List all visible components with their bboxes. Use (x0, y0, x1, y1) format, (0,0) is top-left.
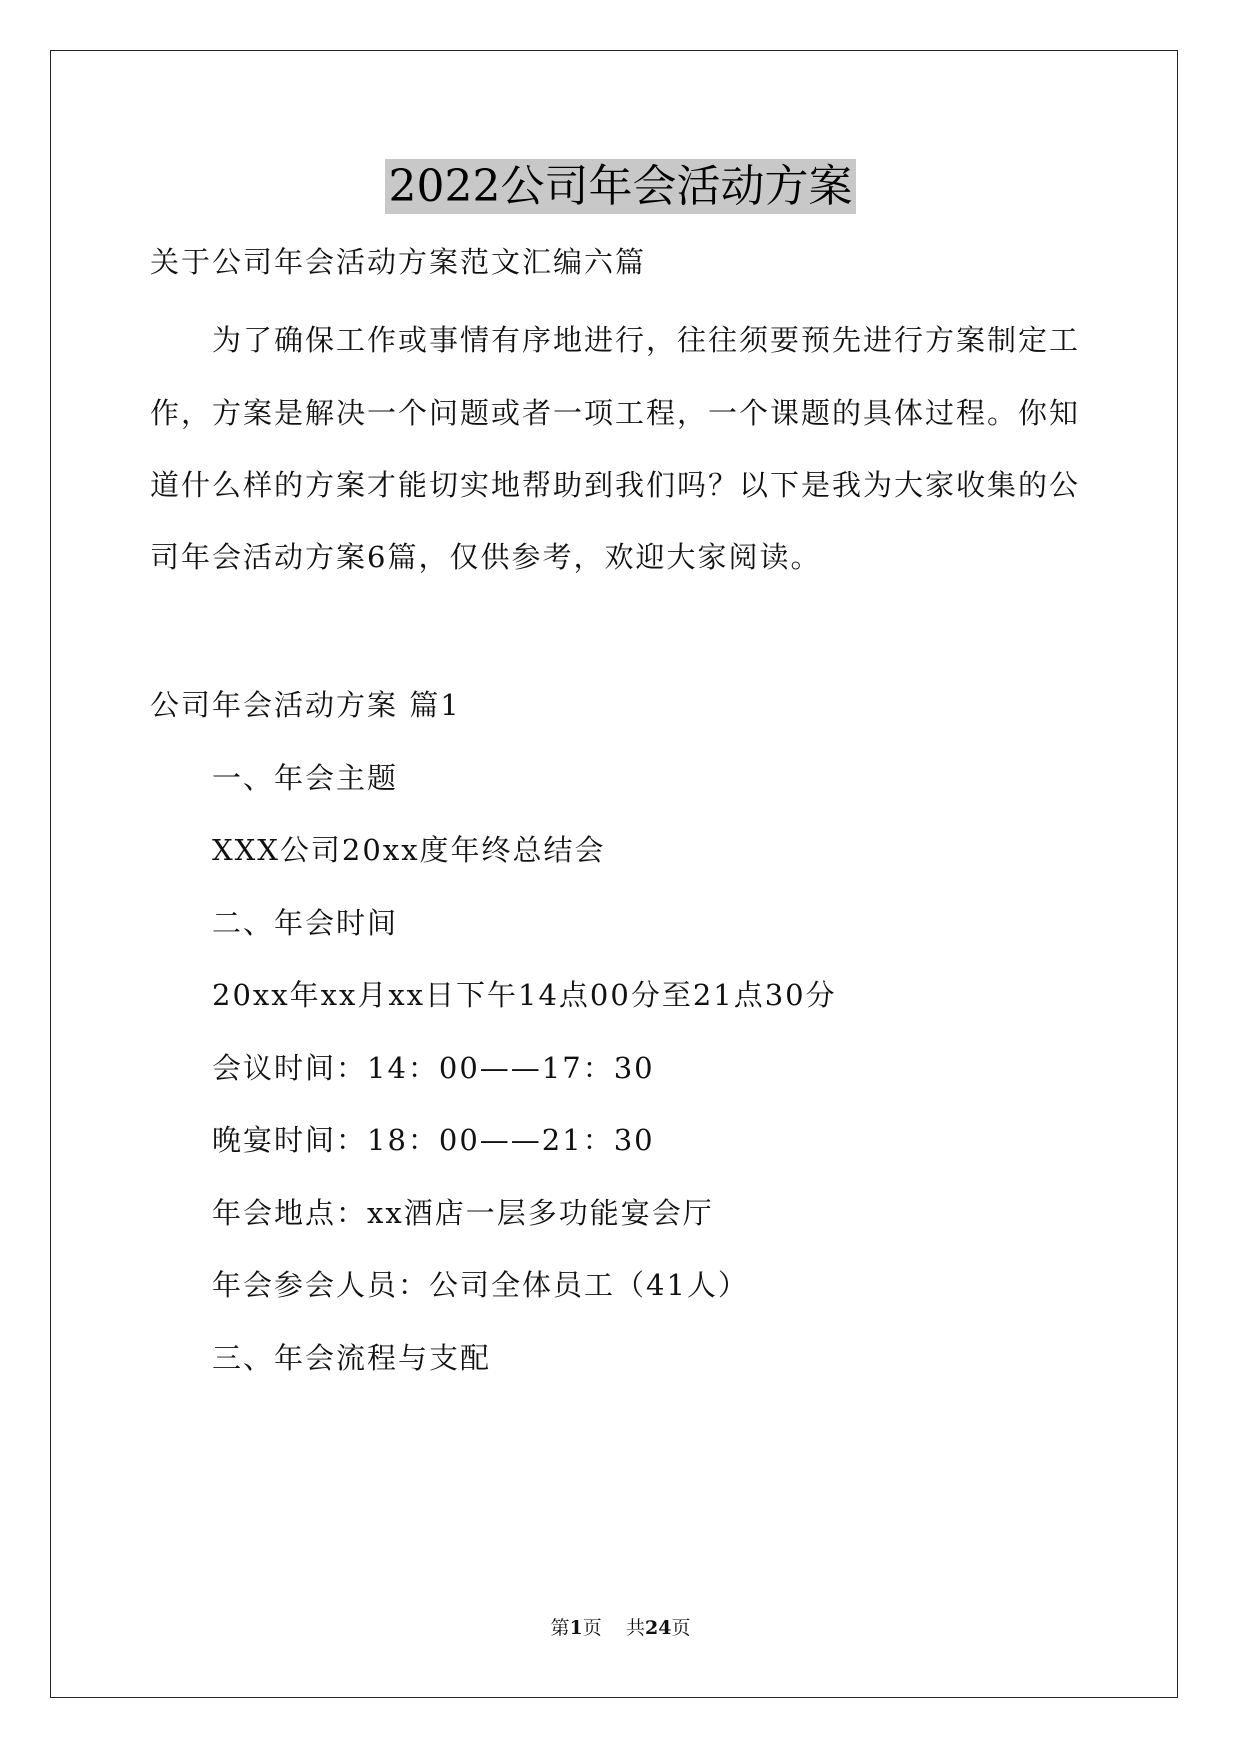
intro-line: 作，方案是解决一个问题或者一项工程，一个课题的具体过程。你知 (150, 396, 1081, 430)
footer-page-number: 1 (569, 1617, 583, 1639)
item-heading-time: 二、年会时间 (212, 906, 399, 940)
document-title (0, 150, 1241, 214)
intro-line: 为了确保工作或事情有序地进行，往往须要预先进行方案制定工 (212, 323, 1081, 357)
page-footer (0, 1613, 1241, 1640)
footer-page-suffix: 页 (582, 1617, 602, 1639)
item-heading-theme: 一、年会主题 (212, 761, 399, 795)
item-text: 年会地点：xx酒店一层多功能宴会厅 (212, 1196, 714, 1230)
footer-total-pages: 24 (644, 1617, 672, 1639)
section-heading: 公司年会活动方案 篇1 (150, 688, 461, 722)
item-text: XXX公司20xx度年终总结会 (212, 833, 606, 867)
item-text: 年会参会人员：公司全体员工（41人） (212, 1268, 749, 1302)
intro-line: 司年会活动方案6篇，仅供参考，欢迎大家阅读。 (150, 540, 822, 574)
item-heading-flow: 三、年会流程与支配 (212, 1341, 492, 1375)
footer-total-suffix: 页 (671, 1617, 691, 1639)
document-title-text: 2022公司年会活动方案 (385, 159, 857, 214)
page-border (50, 50, 1178, 1698)
document-subtitle: 关于公司年会活动方案范文汇编六篇 (150, 245, 647, 279)
item-text: 20xx年xx月xx日下午14点00分至21点30分 (212, 978, 837, 1012)
item-text: 会议时间：14：00——17：30 (212, 1051, 655, 1085)
footer-total-prefix: 共 (625, 1617, 645, 1639)
footer-page-prefix: 第 (550, 1617, 570, 1639)
item-text: 晚宴时间：18：00——21：30 (212, 1123, 655, 1157)
intro-line: 道什么样的方案才能切实地帮助到我们吗？以下是我为大家收集的公 (150, 468, 1081, 502)
